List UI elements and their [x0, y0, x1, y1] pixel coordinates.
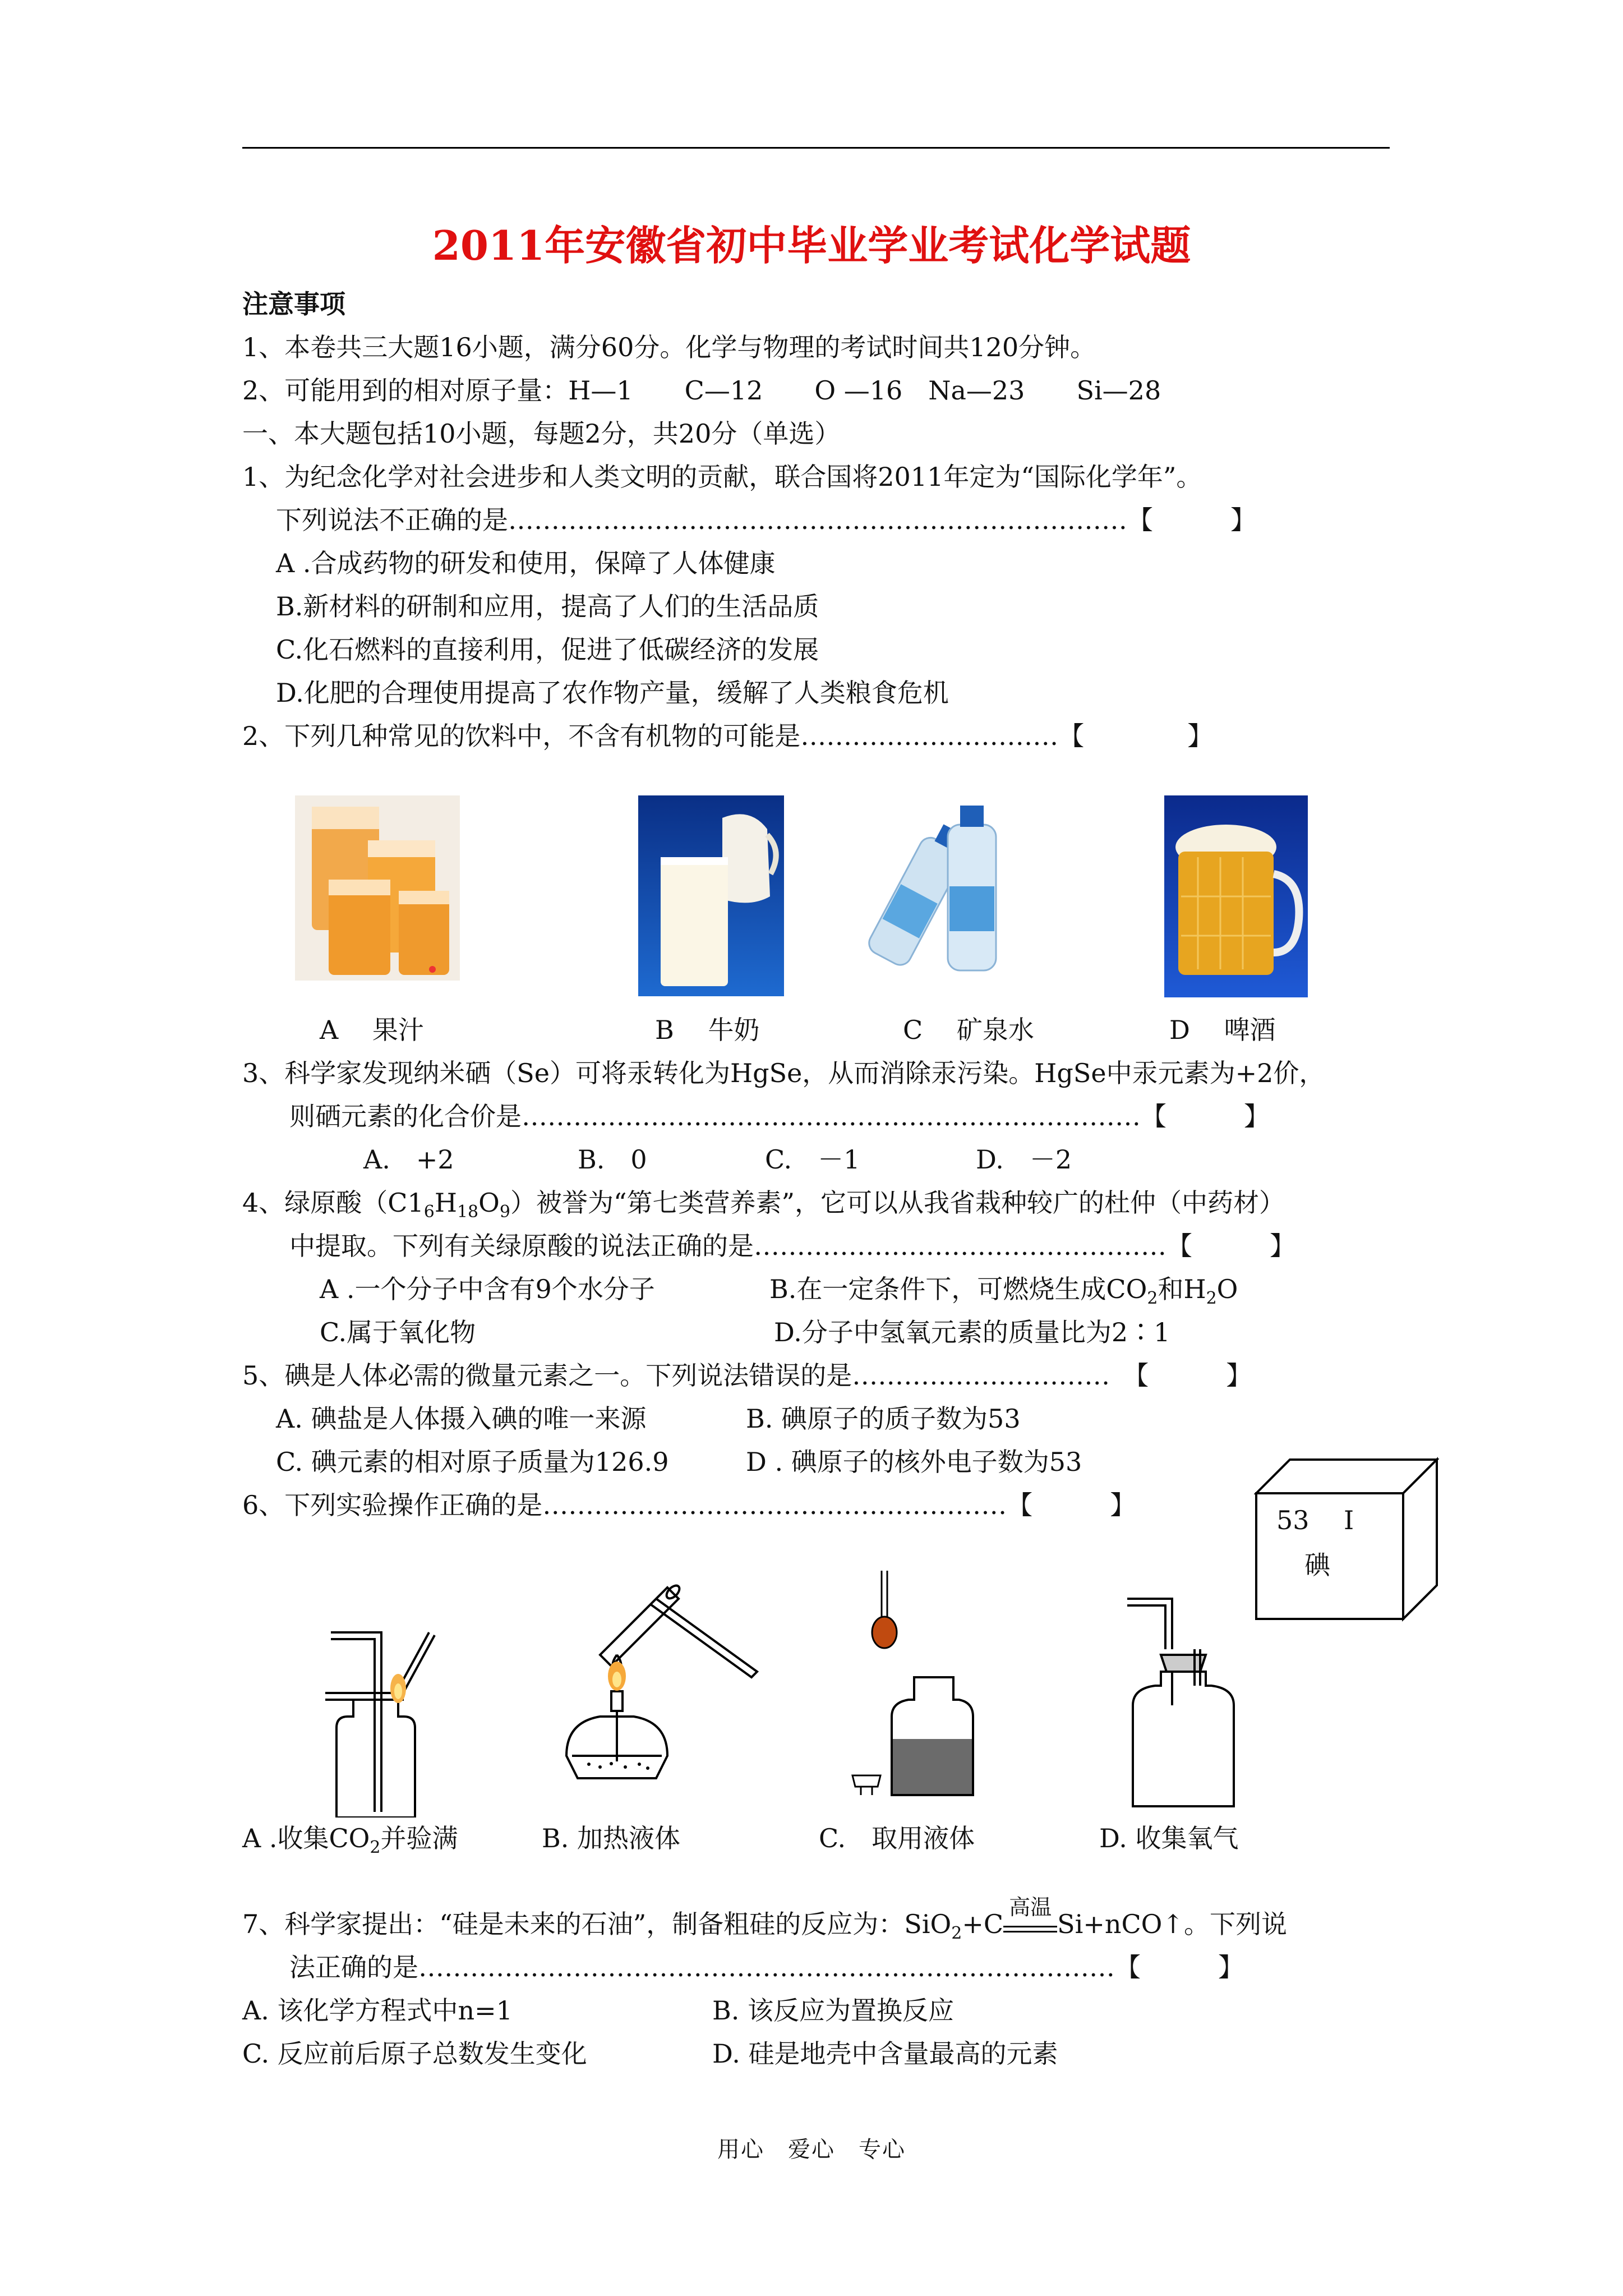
q1-stem: 1、为纪念化学对社会进步和人类文明的贡献，联合国将2011年定为“国际化学年”。	[242, 462, 1202, 492]
apparatus-c-dropper	[830, 1565, 976, 1801]
mineral-water-image	[864, 802, 1016, 982]
q1-option-c: C.化石燃料的直接利用，促进了低碳经济的发展	[276, 634, 819, 665]
q5-option-d: D . 碘原子的核外电子数为53	[746, 1447, 1082, 1477]
q1-option-b: B.新材料的研制和应用，提高了人们的生活品质	[276, 591, 819, 622]
note-1: 1、本卷共三大题16小题，满分60分。化学与物理的考试时间共120分钟。	[242, 332, 1096, 362]
q2-option-d: D 啤酒	[1169, 1015, 1276, 1045]
q5-option-c: C. 碘元素的相对原子质量为126.9	[276, 1447, 669, 1477]
q2-stem: 2、下列几种常见的饮料中，不含有机物的可能是…………………………【 】	[242, 721, 1214, 751]
q3-option-c: C. －1	[765, 1144, 860, 1175]
q2-option-a: A 果汁	[320, 1015, 424, 1045]
q2-option-b: B 牛奶	[655, 1015, 760, 1045]
q3-option-b: B. 0	[578, 1144, 647, 1175]
q1-option-a: A .合成药物的研发和使用，保障了人体健康	[276, 548, 776, 578]
apparatus-a-gas-bottle	[314, 1616, 437, 1818]
q7-option-b: B. 该反应为置换反应	[712, 1995, 955, 2026]
q4-stem-2: 中提取。下列有关绿原酸的说法正确的是…………………………………………【 】	[289, 1231, 1295, 1261]
q6-option-a: A .收集$CO_2$并验满	[242, 1823, 458, 1857]
q3-stem-2: 则硒元素的化合价是………………………………………………………………【 】	[289, 1101, 1270, 1131]
beer-image	[1164, 795, 1308, 997]
element-atomic-number: 53	[1276, 1505, 1310, 1535]
q4-stem: 4、绿原酸$(C1_6H_{18}O_9)$被誉为“第七类营养素”，它可以从我省栽种较广的杜仲（中药材）	[242, 1188, 1285, 1222]
header-rule	[242, 147, 1390, 149]
q4-option-d: D.分子中氢氧元素的质量比为2∶1	[774, 1317, 1170, 1347]
page-title: 2011年安徽省初中毕业学业考试化学试题	[432, 222, 1191, 269]
q1-stem-2: 下列说法不正确的是………………………………………………………………【 】	[276, 505, 1256, 535]
juice-image	[295, 795, 460, 981]
q7-option-c: C. 反应前后原子总数发生变化	[242, 2039, 587, 2069]
q3-option-a: A. +2	[363, 1144, 454, 1175]
q5-option-a: A. 碘盐是人体摄入碘的唯一来源	[276, 1404, 647, 1434]
element-name: 碘	[1304, 1550, 1330, 1580]
q4-option-b: B.在一定条件下，可燃烧生成$CO_2$和$H_2O$	[769, 1274, 1238, 1308]
iodine-element-card	[1254, 1456, 1439, 1625]
q2-option-c: C 矿泉水	[903, 1015, 1034, 1045]
milk-image	[638, 795, 784, 996]
reaction-condition: 高温	[1009, 1895, 1052, 1920]
q7-stem: 7、科学家提出：“硅是未来的石油”，制备粗硅的反应为：SiO$_2$+C 高温 Si+nCO↑。下列说	[242, 1907, 1287, 1941]
q5-option-b: B. 碘原子的质子数为53	[746, 1404, 1021, 1434]
q7-stem-2: 法正确的是………………………………………………………………………【 】	[289, 1952, 1244, 1982]
q5-stem: 5、碘是人体必需的微量元素之一。下列说法错误的是………………………… 【 】	[242, 1360, 1252, 1391]
section-heading: 一、本大题包括10小题，每题2分，共20分（单选）	[242, 418, 841, 449]
element-symbol: I	[1344, 1505, 1354, 1535]
q6-stem: 6、下列实验操作正确的是………………………………………………【 】	[242, 1490, 1136, 1520]
q7-option-d: D. 硅是地壳中含量最高的元素	[712, 2039, 1058, 2069]
q4-option-a: A .一个分子中含有9个水分子	[320, 1274, 655, 1304]
q3-stem: 3、科学家发现纳米硒（Se）可将汞转化为HgSe，从而消除汞污染。HgSe中汞元素为+2价，	[242, 1058, 1325, 1088]
note-2: 2、可能用到的相对原子量：H—1 C—12 O —16 Na—23 Si—28	[242, 375, 1161, 406]
page-footer: 用心 爱心 专心	[717, 2137, 906, 2162]
q3-option-d: D. －2	[976, 1144, 1072, 1175]
q6-option-d: D. 收集氧气	[1099, 1823, 1239, 1853]
apparatus-d-gas-bottle	[1116, 1576, 1251, 1812]
q7-option-a: A. 该化学方程式中n=1	[242, 1995, 513, 2026]
q4-option-c: C.属于氧化物	[320, 1317, 476, 1347]
apparatus-b-heating	[555, 1576, 780, 1801]
q6-option-c: C. 取用液体	[819, 1823, 975, 1853]
q6-option-b: B. 加热液体	[542, 1823, 681, 1853]
notes-heading: 注意事项	[242, 289, 345, 319]
q1-option-d: D.化肥的合理使用提高了农作物产量，缓解了人类粮食危机	[276, 678, 949, 708]
